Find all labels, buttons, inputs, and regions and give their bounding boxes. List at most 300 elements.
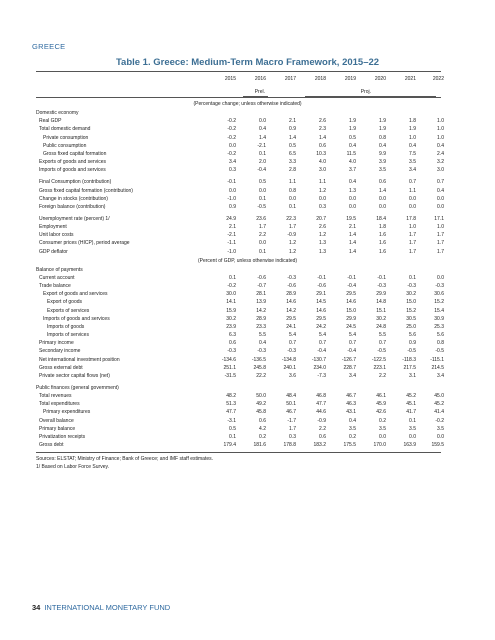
cell-2017: 0.7 bbox=[289, 340, 296, 347]
cell-2017: -0.9 bbox=[287, 232, 296, 239]
cell-2019: 43.1 bbox=[346, 409, 356, 416]
table-row bbox=[36, 332, 444, 340]
cell-2018: 29.5 bbox=[316, 315, 326, 322]
cell-2021: 0.1 bbox=[409, 417, 416, 424]
year-2019: 2019 bbox=[344, 76, 356, 82]
cell-2016: 181.6 bbox=[253, 442, 266, 448]
cell-2021: 45.2 bbox=[406, 393, 416, 400]
cell-2015: 3.4 bbox=[229, 159, 236, 166]
cell-2015: 0.1 bbox=[229, 433, 236, 440]
cell-2018: 0.6 bbox=[319, 142, 326, 149]
cell-2019: 46.7 bbox=[346, 393, 356, 400]
cell-2020: 42.6 bbox=[376, 409, 386, 416]
cell-2016: 14.2 bbox=[256, 307, 266, 314]
cell-2021: 0.0 bbox=[409, 203, 416, 210]
row-label: Final Consumption (contribution) bbox=[39, 179, 112, 186]
cell-2020: 15.1 bbox=[376, 307, 386, 314]
cell-2020: 0.2 bbox=[379, 417, 386, 424]
row-label: Imports of goods bbox=[47, 323, 85, 330]
cell-2018: 2.6 bbox=[319, 224, 326, 231]
cell-2019: 1.9 bbox=[349, 118, 356, 125]
row-label: Unemployment rate (percent) 1/ bbox=[39, 215, 110, 222]
cell-2018: 1.3 bbox=[319, 240, 326, 247]
cell-2020: 9.9 bbox=[379, 150, 386, 157]
cell-2018: 1.4 bbox=[319, 134, 326, 141]
cell-2021: 5.6 bbox=[409, 332, 416, 339]
cell-2022: -0.2 bbox=[435, 417, 444, 424]
cell-2020: 2.2 bbox=[379, 372, 386, 379]
cell-2022: 30.9 bbox=[434, 315, 444, 322]
cell-2016: 23.3 bbox=[256, 323, 266, 330]
cell-2019: 0.7 bbox=[349, 340, 356, 347]
cell-2021: 1.1 bbox=[409, 187, 416, 194]
cell-2016: 0.0 bbox=[259, 240, 266, 247]
cell-2017: -0.6 bbox=[287, 283, 296, 290]
row-label: Total revenues bbox=[39, 393, 72, 400]
row-label: Public finances (general government) bbox=[36, 384, 119, 391]
cell-2019: 3.7 bbox=[349, 167, 356, 174]
cell-2015: -0.2 bbox=[227, 283, 236, 290]
cell-2022: 0.0 bbox=[437, 433, 444, 440]
cell-2019: 1.4 bbox=[349, 240, 356, 247]
cell-2018: -0.9 bbox=[317, 417, 326, 424]
cell-2016: 49.2 bbox=[256, 401, 266, 408]
cell-2018: 29.1 bbox=[316, 291, 326, 298]
cell-2019: 4.0 bbox=[349, 159, 356, 166]
row-label: Primary expenditures bbox=[43, 409, 91, 416]
row-label: Imports of goods and services bbox=[39, 167, 106, 174]
cell-2017: 28.9 bbox=[286, 291, 296, 298]
cell-2022: -0.3 bbox=[435, 283, 444, 290]
row-label: Gross fixed capital formation (contribution) bbox=[39, 187, 133, 194]
cell-2018: 0.6 bbox=[319, 433, 326, 440]
cell-2022: 2.4 bbox=[437, 150, 444, 157]
cell-2021: -0.5 bbox=[407, 348, 416, 355]
cell-2021: 3.5 bbox=[409, 159, 416, 166]
row-label: Private sector capital flows (net) bbox=[39, 372, 110, 379]
table-row bbox=[36, 323, 444, 332]
row-label: Foreign balance (contribution) bbox=[39, 203, 106, 210]
table-row bbox=[36, 126, 444, 134]
cell-2021: 3.1 bbox=[409, 372, 416, 379]
row-label: Imports of services bbox=[47, 332, 89, 339]
cell-2015: 30.2 bbox=[226, 315, 236, 322]
row-label: Real GDP bbox=[39, 118, 62, 125]
cell-2019: 1.3 bbox=[349, 187, 356, 194]
row-label: Total domestic demand bbox=[39, 126, 91, 133]
cell-2017: -0.3 bbox=[287, 348, 296, 355]
row-label: Export of goods bbox=[47, 299, 83, 306]
cell-2018: 20.7 bbox=[316, 215, 326, 222]
cell-2018: 2.2 bbox=[319, 425, 326, 432]
cell-2018: 24.2 bbox=[316, 323, 326, 330]
cell-2016: 23.6 bbox=[256, 215, 266, 222]
cell-2017: 2.1 bbox=[289, 118, 296, 125]
cell-2018: -0.1 bbox=[317, 275, 326, 281]
table-row bbox=[36, 417, 444, 426]
cell-2016: -0.7 bbox=[257, 283, 266, 290]
cell-2019: 1.9 bbox=[349, 126, 356, 133]
cell-2015: 30.0 bbox=[226, 291, 236, 298]
table-row bbox=[36, 356, 444, 365]
cell-2022: 0.7 bbox=[437, 179, 444, 186]
cell-2022: 1.0 bbox=[437, 134, 444, 141]
cell-2022: 0.4 bbox=[437, 142, 444, 149]
proj-label: Proj. bbox=[360, 89, 371, 95]
cell-2015: -0.2 bbox=[227, 134, 236, 141]
cell-2021: 15.2 bbox=[406, 307, 416, 314]
cell-2020: 45.9 bbox=[376, 401, 386, 408]
cell-2016: 245.8 bbox=[253, 364, 266, 371]
row-label: Public consumption bbox=[43, 142, 87, 149]
cell-2019: 0.4 bbox=[349, 142, 356, 149]
cell-2019: 0.0 bbox=[349, 195, 356, 202]
row-label: Secondary income bbox=[39, 348, 81, 355]
cell-2019: 1.4 bbox=[349, 232, 356, 239]
header-rule bbox=[36, 97, 441, 98]
cell-2019: 0.4 bbox=[349, 179, 356, 186]
cell-2019: -0.4 bbox=[347, 283, 356, 290]
cell-2017: 6.5 bbox=[289, 150, 296, 157]
cell-2016: 0.1 bbox=[259, 150, 266, 157]
table-row bbox=[36, 393, 444, 401]
cell-2020: 0.4 bbox=[379, 142, 386, 149]
cell-2021: 0.4 bbox=[409, 142, 416, 149]
cell-2021: 3.4 bbox=[409, 167, 416, 174]
cell-2017: 0.1 bbox=[289, 203, 296, 210]
cell-2017: 5.4 bbox=[289, 332, 296, 339]
cell-2021: 1.8 bbox=[409, 118, 416, 125]
cell-2020: 46.1 bbox=[376, 393, 386, 400]
row-label: Net international investment position bbox=[39, 356, 120, 363]
table-row bbox=[36, 348, 444, 356]
cell-2021: 30.5 bbox=[406, 315, 416, 322]
cell-2020: -0.5 bbox=[377, 348, 386, 355]
row-label: Domestic economy bbox=[36, 110, 79, 117]
cell-2021: 3.5 bbox=[409, 425, 416, 432]
cell-2022: 3.4 bbox=[437, 372, 444, 379]
cell-2015: 14.1 bbox=[226, 299, 236, 306]
table-row bbox=[36, 283, 444, 291]
cell-2015: 0.0 bbox=[229, 142, 236, 149]
cell-2015: 179.4 bbox=[223, 442, 236, 448]
cell-2021: -0.3 bbox=[407, 283, 416, 290]
cell-2018: 0.7 bbox=[319, 340, 326, 347]
cell-2017: 3.3 bbox=[289, 159, 296, 166]
footnote: 1/ Based on Labor Force Survey. bbox=[36, 464, 110, 471]
cell-2021: 0.7 bbox=[409, 179, 416, 186]
cell-2017: 1.4 bbox=[289, 134, 296, 141]
cell-2021: 25.0 bbox=[406, 323, 416, 330]
cell-2022: 5.6 bbox=[437, 332, 444, 339]
cell-2018: 46.8 bbox=[316, 393, 326, 400]
cell-2022: 0.0 bbox=[437, 275, 444, 281]
cell-2019: -0.1 bbox=[347, 275, 356, 281]
cell-2015: -3.1 bbox=[227, 417, 236, 424]
cell-2015: 0.5 bbox=[229, 425, 236, 432]
cell-2021: 1.0 bbox=[409, 224, 416, 231]
cell-2019: 2.1 bbox=[349, 224, 356, 231]
cell-2018: 14.5 bbox=[316, 299, 326, 306]
table-row bbox=[36, 142, 444, 151]
table-row bbox=[36, 425, 444, 434]
cell-2016: -0.4 bbox=[257, 167, 266, 174]
cell-2017: -0.3 bbox=[287, 275, 296, 281]
table-row bbox=[36, 275, 444, 283]
table-row bbox=[36, 340, 444, 348]
cell-2021: 217.5 bbox=[403, 364, 416, 371]
table-row bbox=[36, 150, 444, 159]
table-row bbox=[36, 409, 444, 417]
table-row bbox=[36, 110, 441, 118]
cell-2015: -0.2 bbox=[227, 118, 236, 125]
cell-2022: 0.0 bbox=[437, 203, 444, 210]
cell-2020: 1.4 bbox=[379, 187, 386, 194]
cell-2020: 5.5 bbox=[379, 332, 386, 339]
cell-2020: 1.8 bbox=[379, 224, 386, 231]
cell-2015: 0.1 bbox=[229, 275, 236, 281]
cell-2020: 0.0 bbox=[379, 195, 386, 202]
cell-2020: 223.1 bbox=[373, 364, 386, 371]
cell-2022: 41.4 bbox=[434, 409, 444, 416]
cell-2018: 14.6 bbox=[316, 307, 326, 314]
cell-2021: 41.7 bbox=[406, 409, 416, 416]
cell-2016: 0.1 bbox=[259, 195, 266, 202]
cell-2019: 46.3 bbox=[346, 401, 356, 408]
page-number: 34 bbox=[32, 603, 41, 612]
cell-2020: 0.0 bbox=[379, 203, 386, 210]
cell-2020: -122.5 bbox=[371, 356, 386, 363]
cell-2015: 6.3 bbox=[229, 332, 236, 339]
cell-2019: 0.4 bbox=[349, 417, 356, 424]
row-label: Overall balance bbox=[39, 417, 74, 424]
cell-2022: 1.0 bbox=[437, 224, 444, 231]
row-label: Total expenditures bbox=[39, 401, 80, 408]
prel-label: Prel. bbox=[254, 89, 265, 95]
cell-2016: 0.6 bbox=[259, 417, 266, 424]
cell-2015: 0.3 bbox=[229, 167, 236, 174]
cell-2017: 14.2 bbox=[286, 307, 296, 314]
cell-2017: 29.5 bbox=[286, 315, 296, 322]
cell-2022: 30.6 bbox=[434, 291, 444, 298]
cell-2019: 0.5 bbox=[349, 134, 356, 141]
cell-2019: 15.0 bbox=[346, 307, 356, 314]
table-row bbox=[36, 215, 444, 224]
row-label: Primary balance bbox=[39, 425, 76, 432]
cell-2019: 14.6 bbox=[346, 299, 356, 306]
cell-2017: 1.7 bbox=[289, 425, 296, 432]
table-row bbox=[36, 442, 444, 450]
source-note: Sources: ELSTAT; Ministry of Finance; Bank of Greece; and IMF staff estimates. bbox=[36, 456, 214, 463]
cell-2021: -118.3 bbox=[402, 356, 416, 363]
cell-2015: 0.9 bbox=[229, 203, 236, 210]
cell-2019: 1.4 bbox=[349, 248, 356, 255]
table-row bbox=[36, 291, 444, 299]
cell-2015: -1.1 bbox=[227, 240, 236, 247]
section-note: (Percentage change; unless otherwise indicated) bbox=[193, 101, 302, 107]
cell-2019: 175.5 bbox=[343, 442, 356, 448]
cell-2020: 0.7 bbox=[379, 340, 386, 347]
cell-2016: 0.2 bbox=[259, 433, 266, 440]
cell-2016: -0.5 bbox=[257, 203, 266, 210]
cell-2016: 28.1 bbox=[256, 291, 266, 298]
cell-2016: 2.2 bbox=[259, 232, 266, 239]
cell-2021: 30.2 bbox=[406, 291, 416, 298]
cell-2016: 0.0 bbox=[259, 187, 266, 194]
cell-2016: 0.5 bbox=[259, 179, 266, 186]
table-title: Table 1. Greece: Medium-Term Macro Framework, 2015–22 bbox=[115, 57, 380, 68]
table-row bbox=[36, 240, 444, 248]
cell-2017: 24.1 bbox=[286, 323, 296, 330]
cell-2022: 15.4 bbox=[434, 307, 444, 314]
cell-2016: 0.4 bbox=[259, 126, 266, 133]
cell-2020: 24.8 bbox=[376, 323, 386, 330]
table-row bbox=[36, 195, 444, 204]
cell-2019: 29.5 bbox=[346, 291, 356, 298]
cell-2018: 234.0 bbox=[313, 364, 326, 371]
cell-2020: 14.8 bbox=[376, 299, 386, 306]
cell-2021: 0.0 bbox=[409, 433, 416, 440]
cell-2015: -2.1 bbox=[227, 232, 236, 239]
year-2021: 2021 bbox=[404, 76, 416, 82]
cell-2018: 3.0 bbox=[319, 167, 326, 174]
cell-2021: 1.0 bbox=[409, 134, 416, 141]
cell-2017: 178.8 bbox=[283, 442, 296, 448]
cell-2015: 47.7 bbox=[226, 409, 236, 416]
cell-2018: 4.0 bbox=[319, 159, 326, 166]
cell-2021: 0.1 bbox=[409, 275, 416, 281]
cell-2022: 159.5 bbox=[431, 442, 444, 448]
cell-2019: 3.5 bbox=[349, 425, 356, 432]
cell-2022: 15.2 bbox=[434, 299, 444, 306]
country-header: GREECE bbox=[32, 42, 66, 51]
cell-2020: 29.9 bbox=[376, 291, 386, 298]
table-row bbox=[36, 167, 444, 175]
cell-2022: 17.1 bbox=[434, 215, 444, 222]
year-2018: 2018 bbox=[314, 76, 326, 82]
row-label: Change in stocks (contribution) bbox=[39, 195, 108, 202]
table-row bbox=[36, 364, 444, 373]
cell-2015: 251.1 bbox=[223, 364, 236, 371]
table-row bbox=[36, 159, 444, 167]
cell-2017: 50.1 bbox=[286, 401, 296, 408]
cell-2022: -115.1 bbox=[430, 356, 444, 363]
cell-2020: 30.2 bbox=[376, 315, 386, 322]
table-row bbox=[36, 267, 441, 275]
cell-2019: 0.2 bbox=[349, 433, 356, 440]
cell-2022: 45.2 bbox=[434, 401, 444, 408]
cell-2022: 1.0 bbox=[437, 118, 444, 125]
row-label: Export of goods and services bbox=[43, 291, 108, 298]
cell-2016: -2.1 bbox=[257, 142, 266, 149]
cell-2021: 45.1 bbox=[406, 401, 416, 408]
table-row bbox=[36, 118, 444, 126]
table-bottom-rule bbox=[36, 452, 441, 453]
cell-2019: -0.4 bbox=[347, 348, 356, 355]
cell-2015: 0.6 bbox=[229, 340, 236, 347]
cell-2019: 0.0 bbox=[349, 203, 356, 210]
row-label: Unit labor costs bbox=[39, 232, 74, 239]
row-label: Gross debt bbox=[39, 442, 64, 448]
cell-2018: 2.6 bbox=[319, 118, 326, 125]
cell-2022: 3.2 bbox=[437, 159, 444, 166]
row-label: Gross fixed capital formation bbox=[43, 150, 107, 157]
row-label: Primary income bbox=[39, 340, 74, 347]
cell-2021: 0.9 bbox=[409, 340, 416, 347]
row-label: Private consumption bbox=[43, 134, 89, 141]
cell-2021: 15.0 bbox=[406, 299, 416, 306]
cell-2021: 1.7 bbox=[409, 232, 416, 239]
cell-2020: 3.9 bbox=[379, 159, 386, 166]
title-rule bbox=[36, 71, 441, 72]
cell-2021: 163.9 bbox=[403, 442, 416, 448]
row-label: Trade balance bbox=[39, 283, 71, 290]
cell-2015: -0.1 bbox=[227, 179, 236, 186]
cell-2021: 17.8 bbox=[406, 215, 416, 222]
cell-2015: 0.0 bbox=[229, 187, 236, 194]
cell-2016: 4.2 bbox=[259, 425, 266, 432]
cell-2022: 25.3 bbox=[434, 323, 444, 330]
year-2016: 2016 bbox=[254, 76, 266, 82]
cell-2022: 1.0 bbox=[437, 126, 444, 133]
cell-2016: 13.9 bbox=[256, 299, 266, 306]
cell-2016: 0.4 bbox=[259, 340, 266, 347]
cell-2018: 2.3 bbox=[319, 126, 326, 133]
row-label: Imports of goods and services bbox=[43, 315, 110, 322]
cell-2019: 19.5 bbox=[346, 215, 356, 222]
table-row bbox=[36, 307, 444, 316]
cell-2020: 0.8 bbox=[379, 134, 386, 141]
cell-2016: 5.5 bbox=[259, 332, 266, 339]
cell-2017: 0.3 bbox=[289, 433, 296, 440]
cell-2017: 2.8 bbox=[289, 167, 296, 174]
cell-2017: 0.0 bbox=[289, 195, 296, 202]
year-2017: 2017 bbox=[284, 76, 296, 82]
cell-2018: 0.0 bbox=[319, 195, 326, 202]
cell-2021: 1.7 bbox=[409, 240, 416, 247]
cell-2018: 10.3 bbox=[316, 150, 326, 157]
cell-2016: 0.0 bbox=[259, 118, 266, 125]
cell-2017: 1.2 bbox=[289, 240, 296, 247]
cell-2016: 1.4 bbox=[259, 134, 266, 141]
cell-2017: 0.5 bbox=[289, 142, 296, 149]
cell-2019: 29.9 bbox=[346, 315, 356, 322]
cell-2018: 183.2 bbox=[313, 442, 326, 448]
cell-2016: 0.1 bbox=[259, 248, 266, 255]
cell-2018: -0.4 bbox=[317, 348, 326, 355]
cell-2016: -0.3 bbox=[257, 348, 266, 355]
page-footer bbox=[32, 603, 170, 612]
table-row bbox=[36, 224, 444, 232]
year-2022: 2022 bbox=[432, 76, 444, 82]
cell-2016: 50.0 bbox=[256, 393, 266, 400]
cell-2019: 3.4 bbox=[349, 372, 356, 379]
cell-2017: 46.7 bbox=[286, 409, 296, 416]
cell-2017: 0.9 bbox=[289, 126, 296, 133]
row-label: Exports of goods and services bbox=[39, 159, 106, 166]
cell-2020: 0.6 bbox=[379, 179, 386, 186]
table-row bbox=[36, 179, 444, 187]
cell-2016: -0.6 bbox=[257, 275, 266, 281]
table-row bbox=[36, 232, 444, 240]
cell-2017: 240.1 bbox=[283, 364, 296, 371]
org-name: INTERNATIONAL MONETARY FUND bbox=[44, 603, 171, 612]
cell-2017: 1.1 bbox=[289, 179, 296, 186]
cell-2017: 14.6 bbox=[286, 299, 296, 306]
table-row bbox=[36, 385, 441, 393]
row-label: Employment bbox=[39, 224, 67, 231]
table-row bbox=[36, 315, 444, 324]
